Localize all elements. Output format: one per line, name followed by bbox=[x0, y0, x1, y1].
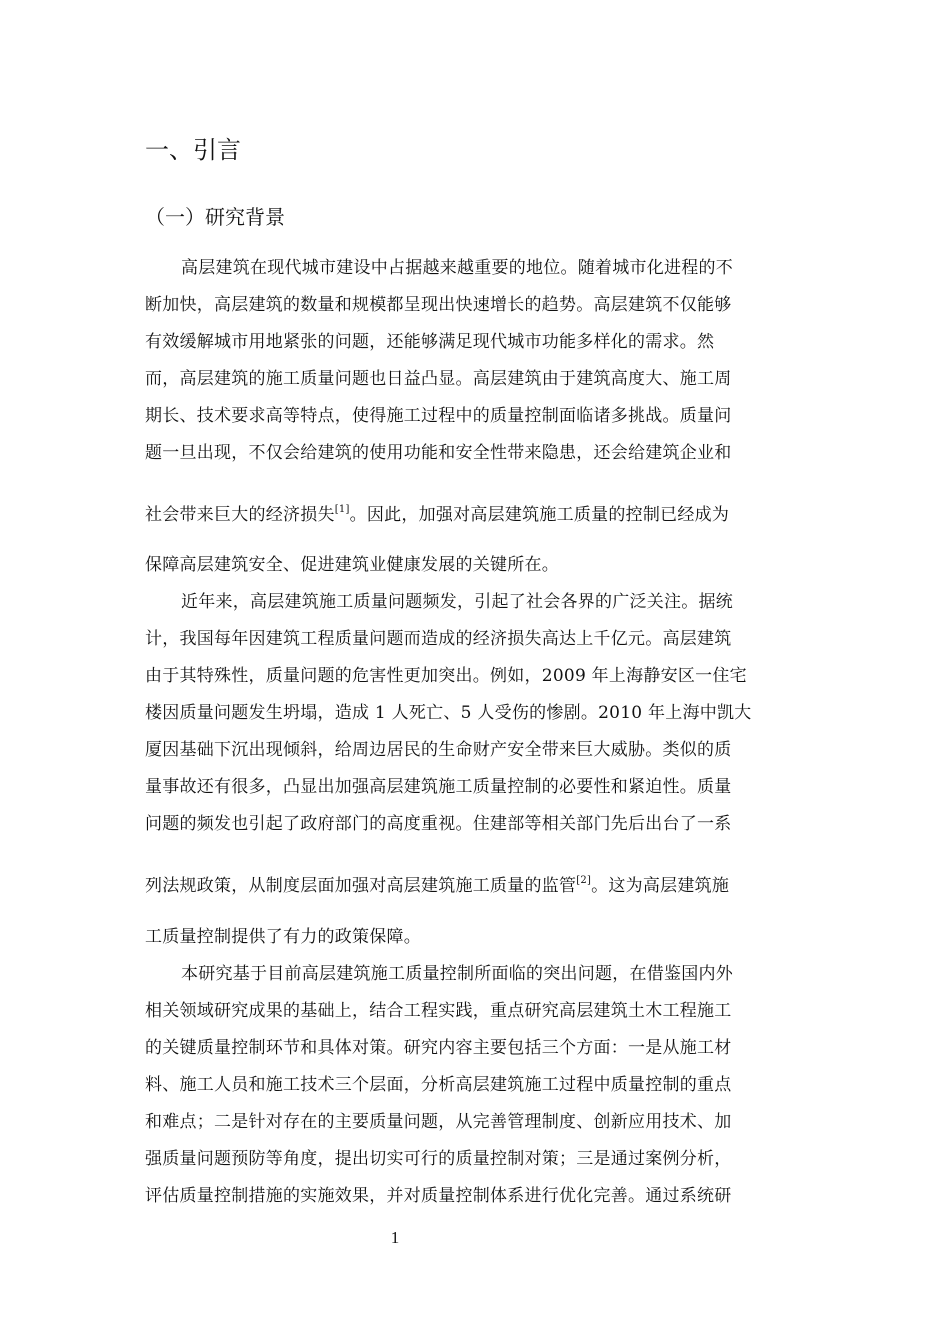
page-number: 1 bbox=[390, 1228, 400, 1247]
paragraph-line: 而，高层建筑的施工质量问题也日益凸显。高层建筑由于建筑高度大、施工周 bbox=[145, 369, 732, 389]
paragraph-line: 断加快，高层建筑的数量和规模都呈现出快速增长的趋势。高层建筑不仅能够 bbox=[145, 295, 732, 315]
paragraph-line: 的关键质量控制环节和具体对策。研究内容主要包括三个方面：一是从施工材 bbox=[145, 1038, 732, 1058]
subsection-heading: （一）研究背景 bbox=[145, 205, 285, 229]
paragraph-line: 保障高层建筑安全、促进建筑业健康发展的关键所在。 bbox=[145, 555, 559, 575]
section-heading: 一、引言 bbox=[145, 136, 241, 164]
line-text: 。因此，加强对高层建筑施工质量的控制已经成为 bbox=[349, 505, 730, 525]
paragraph-line: 题一旦出现，不仅会给建筑的使用功能和安全性带来隐患，还会给建筑企业和 bbox=[145, 443, 732, 463]
paragraph-line: 高层建筑在现代城市建设中占据越来越重要的地位。随着城市化进程的不 bbox=[181, 258, 733, 278]
line-text: 。这为高层建筑施 bbox=[591, 876, 730, 896]
paragraph-line: 问题的频发也引起了政府部门的高度重视。住建部等相关部门先后出台了一系 bbox=[145, 814, 732, 834]
paragraph-line: 近年来，高层建筑施工质量问题频发，引起了社会各界的广泛关注。据统 bbox=[181, 592, 733, 612]
paragraph-line: 楼因质量问题发生坍塌，造成 1 人死亡、5 人受伤的惨剧。2010 年上海中凯大 bbox=[145, 703, 752, 723]
paragraph-line: 相关领域研究成果的基础上，结合工程实践，重点研究高层建筑土木工程施工 bbox=[145, 1001, 732, 1021]
paragraph-line: 由于其特殊性，质量问题的危害性更加突出。例如，2009 年上海静安区一住宅 bbox=[145, 666, 747, 686]
line-text: 列法规政策，从制度层面加强对高层建筑施工质量的监管 bbox=[145, 876, 577, 896]
paragraph-line: 厦因基础下沉出现倾斜，给周边居民的生命财产安全带来巨大威胁。类似的质 bbox=[145, 740, 732, 760]
paragraph-line: 有效缓解城市用地紧张的问题，还能够满足现代城市功能多样化的需求。然 bbox=[145, 332, 715, 352]
citation-ref: [2] bbox=[576, 875, 592, 886]
paragraph-line: 强质量问题预防等角度，提出切实可行的质量控制对策；三是通过案例分析， bbox=[145, 1149, 732, 1169]
paragraph-line: 量事故还有很多，凸显出加强高层建筑施工质量控制的必要性和紧迫性。质量 bbox=[145, 777, 732, 797]
paragraph-line: 计，我国每年因建筑工程质量问题而造成的经济损失高达上千亿元。高层建筑 bbox=[145, 629, 732, 649]
line-text: 社会带来巨大的经济损失 bbox=[145, 505, 335, 525]
paragraph-line: 工质量控制提供了有力的政策保障。 bbox=[145, 927, 421, 947]
paragraph-line: 评估质量控制措施的实施效果，并对质量控制体系进行优化完善。通过系统研 bbox=[145, 1186, 732, 1206]
citation-ref: [1] bbox=[334, 504, 350, 515]
paragraph-line: 本研究基于目前高层建筑施工质量控制所面临的突出问题，在借鉴国内外 bbox=[181, 964, 733, 984]
paragraph-line bbox=[145, 874, 805, 901]
paragraph-line: 期长、技术要求高等特点，使得施工过程中的质量控制面临诸多挑战。质量问 bbox=[145, 406, 732, 426]
paragraph-line: 料、施工人员和施工技术三个层面，分析高层建筑施工过程中质量控制的重点 bbox=[145, 1075, 732, 1095]
paragraph-line bbox=[145, 503, 805, 530]
paragraph-line: 和难点；二是针对存在的主要质量问题，从完善管理制度、创新应用技术、加 bbox=[145, 1112, 732, 1132]
